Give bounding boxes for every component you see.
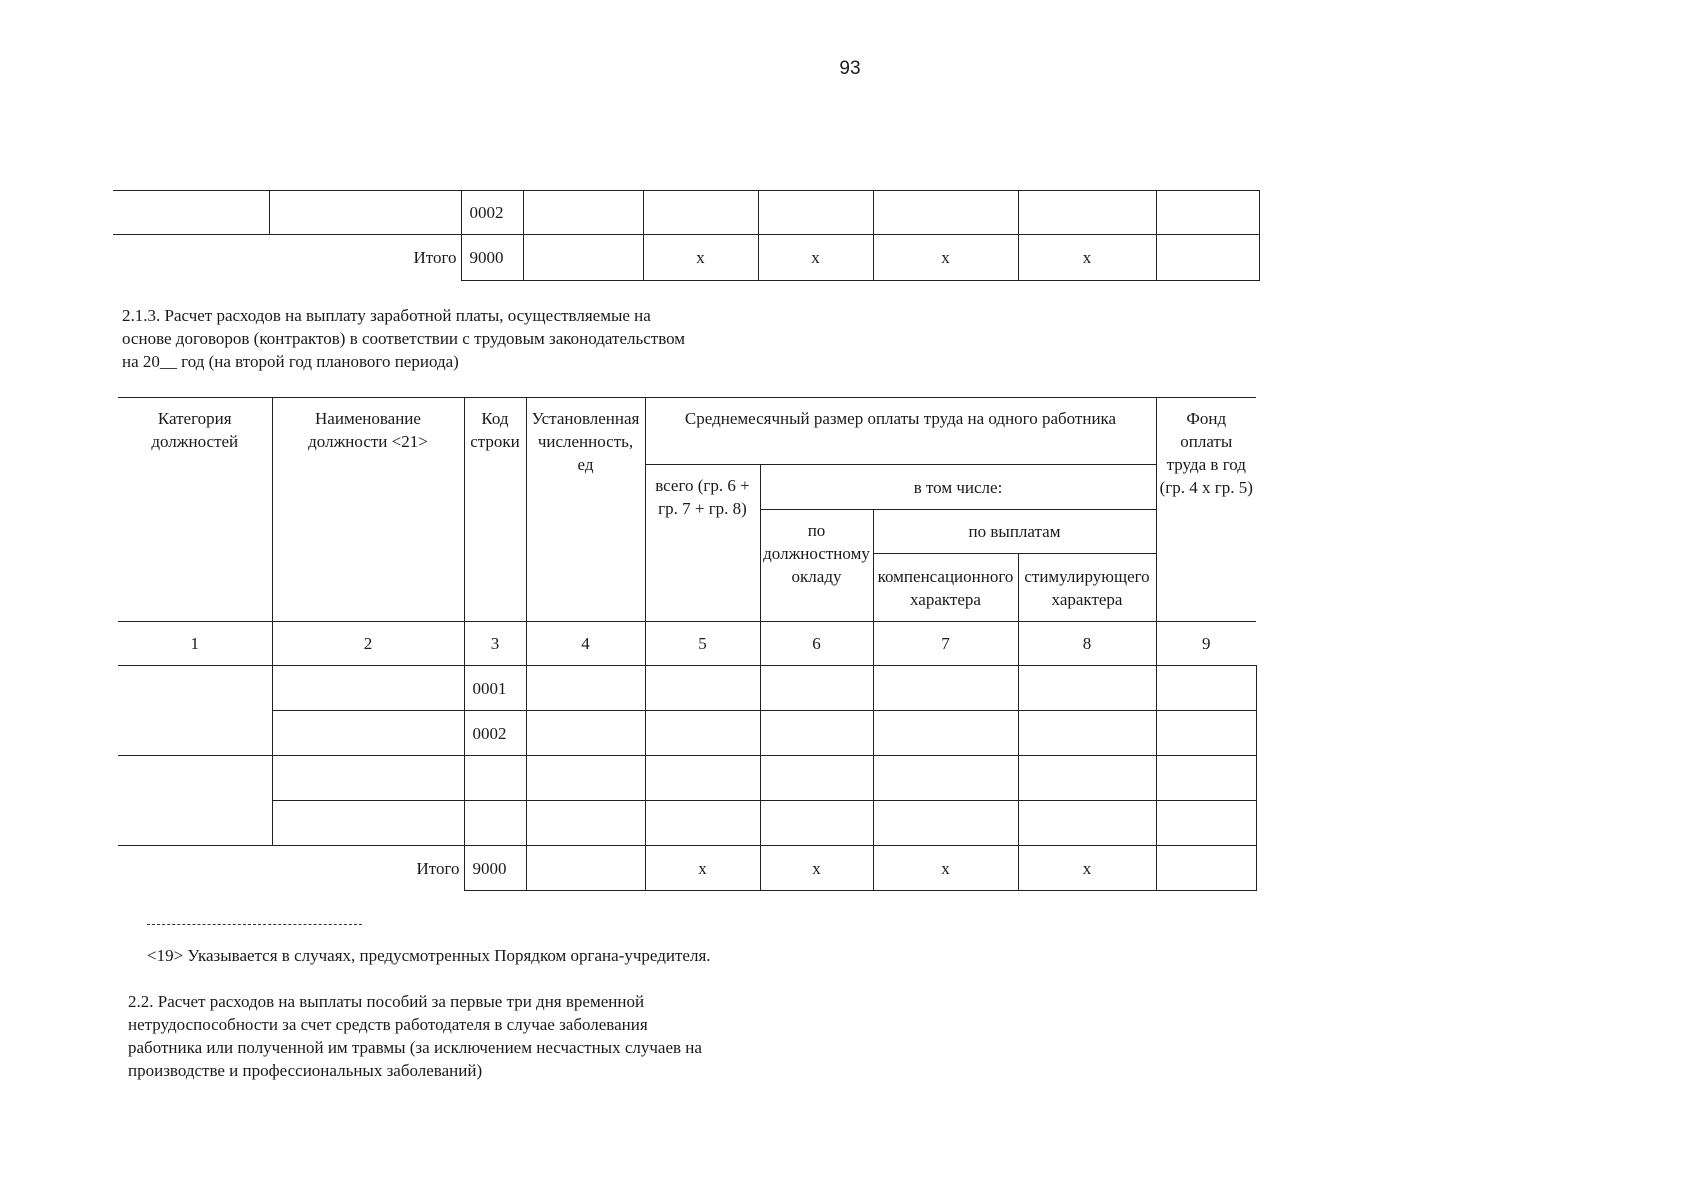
section-2-2-heading	[128, 990, 848, 1082]
column-number: 5	[645, 622, 760, 666]
value-cell	[758, 191, 873, 235]
code-cell: 9000	[461, 235, 523, 281]
header-including: в том числе:	[760, 465, 1156, 510]
value-cell	[526, 846, 645, 891]
position-cell	[272, 756, 464, 801]
value-cell: x	[873, 235, 1018, 281]
column-number: 7	[873, 622, 1018, 666]
total-label: Итого	[118, 846, 464, 891]
value-cell	[1018, 191, 1156, 235]
value-cell	[1156, 846, 1256, 891]
column-number: 4	[526, 622, 645, 666]
position-cell	[269, 191, 461, 235]
code-cell: 0001	[464, 666, 526, 711]
category-cell	[118, 756, 272, 846]
value-cell: x	[873, 846, 1018, 891]
value-cell: x	[1018, 235, 1156, 281]
value-cell	[1156, 235, 1259, 281]
page-number: 93	[839, 58, 861, 79]
section-2-1-3-heading	[122, 304, 822, 373]
value-cell: x	[760, 846, 873, 891]
code-cell: 0002	[464, 711, 526, 756]
value-cell	[523, 235, 643, 281]
position-cell	[272, 801, 464, 846]
header-row	[118, 398, 1256, 465]
table-row	[118, 756, 1256, 801]
heading-line: основе договоров (контрактов) в соответствии с трудовым законодательством	[122, 329, 686, 348]
header-total: всего (гр. 6 + гр. 7 + гр. 8)	[645, 465, 760, 622]
column-number: 3	[464, 622, 526, 666]
table-row	[118, 666, 1256, 711]
header-fund: Фонд оплаты труда в год (гр. 4 х гр. 5)	[1156, 398, 1256, 622]
code-cell: 0002	[461, 191, 523, 235]
footnote: <19> Указывается в случаях, предусмотренных Порядком органа-учредителя.	[147, 946, 711, 965]
position-cell	[272, 666, 464, 711]
code-cell: 9000	[464, 846, 526, 891]
heading-line: производстве и профессиональных заболеваний)	[128, 1061, 483, 1080]
heading-line: нетрудоспособности за счет средств работодателя в случае заболевания	[128, 1015, 648, 1034]
value-cell	[643, 191, 758, 235]
header-by-salary: по должностному окладу	[760, 510, 873, 622]
heading-line: 2.2. Расчет расходов на выплаты пособий за первые три дня временной	[128, 992, 645, 1011]
heading-line: 2.1.3. Расчет расходов на выплату заработной платы, осуществляемые на	[122, 306, 651, 325]
header-avg-pay: Среднемесячный размер оплаты труда на одного работника	[645, 398, 1156, 465]
header-position-name: Наименование должности <21>	[272, 398, 464, 622]
column-numbers-row	[118, 622, 1256, 666]
header-stimulating: стимулирующего характера	[1018, 554, 1156, 622]
salary-calculation-table	[118, 397, 1257, 891]
heading-line: работника или полученной им травмы (за исключением несчастных случаев на	[128, 1038, 702, 1057]
value-cell: x	[758, 235, 873, 281]
category-cell	[118, 666, 272, 756]
column-number: 9	[1156, 622, 1256, 666]
position-cell	[272, 711, 464, 756]
header-headcount: Установленная численность, ед	[526, 398, 645, 622]
table-row	[118, 711, 1256, 756]
value-cell	[523, 191, 643, 235]
column-number: 8	[1018, 622, 1156, 666]
total-row	[113, 235, 1259, 281]
value-cell: x	[645, 846, 760, 891]
code-cell	[464, 756, 526, 801]
column-number: 1	[118, 622, 272, 666]
column-number: 2	[272, 622, 464, 666]
header-code: Код строки	[464, 398, 526, 622]
heading-line: на 20__ год (на второй год планового периода)	[122, 352, 459, 371]
total-row	[118, 846, 1256, 891]
value-cell	[1156, 191, 1259, 235]
previous-table-fragment	[113, 190, 1260, 281]
table-row	[118, 801, 1256, 846]
footnote-separator	[147, 924, 362, 925]
header-by-payments: по выплатам	[873, 510, 1156, 554]
value-cell	[873, 191, 1018, 235]
code-cell	[464, 801, 526, 846]
header-category: Категория должностей	[118, 398, 272, 622]
category-cell	[113, 191, 269, 235]
header-compensatory: компенсационного характера	[873, 554, 1018, 622]
value-cell: x	[643, 235, 758, 281]
value-cell: x	[1018, 846, 1156, 891]
total-label: Итого	[113, 235, 461, 281]
table-row	[113, 191, 1259, 235]
column-number: 6	[760, 622, 873, 666]
